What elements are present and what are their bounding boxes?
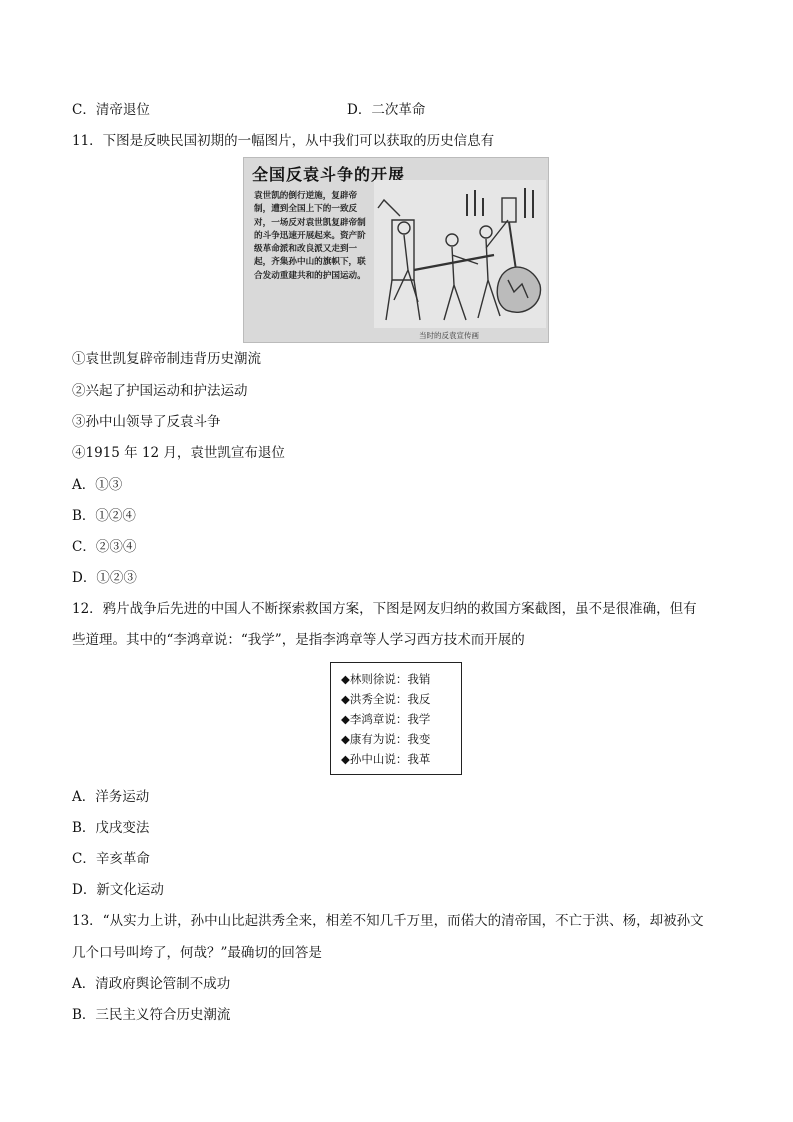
box-line-2: ◆洪秀全说：我反 <box>341 692 431 706</box>
q13-stem-line2: 几个口号叫垮了，何哉？”最确切的回答是 <box>72 945 322 961</box>
q10-option-c: C．清帝退位 <box>72 102 150 118</box>
box-line-1: ◆林则徐说：我销 <box>341 672 431 686</box>
q11-option-a: A．①③ <box>72 477 123 493</box>
q11-statement-3: ③孙中山领导了反袁斗争 <box>72 414 221 430</box>
q13-option-b: B．三民主义符合历史潮流 <box>72 1007 231 1023</box>
box-line-5: ◆孙中山说：我革 <box>341 752 431 766</box>
q10-option-d: D．二次革命 <box>347 102 426 118</box>
q12-stem-line2: 些道理。其中的“李鸿章说：“我学”，是指李鸿章等人学习西方技术而开展的 <box>72 632 525 648</box>
q12-plan-box <box>330 662 462 775</box>
figure-text: 袁世凯的倒行逆施，复辟帝制，遭到全国上下的一致反对，一场反对袁世凯复辟帝制的斗争迅速开展起来。资产阶级革命派和改良派又走到一起，齐集孙中山的旗帜下，联合发动重建共和的护国运动。 <box>254 191 366 281</box>
q11-statement-2: ②兴起了护国运动和护法运动 <box>72 383 248 399</box>
q12-option-d: D．新文化运动 <box>72 882 164 898</box>
figure-title: 全国反袁斗争的开展 <box>252 165 406 184</box>
q11-statement-4: ④1915 年 12 月，袁世凯宣布退位 <box>72 445 285 461</box>
q11-statement-1: ①袁世凯复辟帝制违背历史潮流 <box>72 351 261 367</box>
box-line-3: ◆李鸿章说：我学 <box>341 712 431 726</box>
q13-option-a: A．清政府舆论管制不成功 <box>72 976 231 992</box>
q11-stem: 11．下图是反映民国初期的一幅图片，从中我们可以获取的历史信息有 <box>72 133 495 149</box>
q11-figure-propaganda <box>243 157 549 343</box>
q11-option-b: B．①②④ <box>72 508 136 524</box>
q11-option-d: D．①②③ <box>72 570 137 586</box>
q13-stem-line1: 13．“从实力上讲，孙中山比起洪秀全来，相差不知几千万里，而偌大的清帝国，不亡于洪、杨，却被孙文 <box>72 913 704 929</box>
box-line-4: ◆康有为说：我变 <box>341 732 431 746</box>
figure-caption: 当时的反袁宣传画 <box>419 331 479 340</box>
propaganda-illustration <box>374 180 546 328</box>
q12-option-c: C．辛亥革命 <box>72 851 150 867</box>
q11-option-c: C．②③④ <box>72 539 137 555</box>
q12-option-a: A．洋务运动 <box>72 789 150 805</box>
q12-stem-line1: 12．鸦片战争后先进的中国人不断探索救国方案，下图是网友归纳的救国方案截图，虽不是很准确，但有 <box>72 601 697 617</box>
q12-option-b: B．戊戌变法 <box>72 820 150 836</box>
